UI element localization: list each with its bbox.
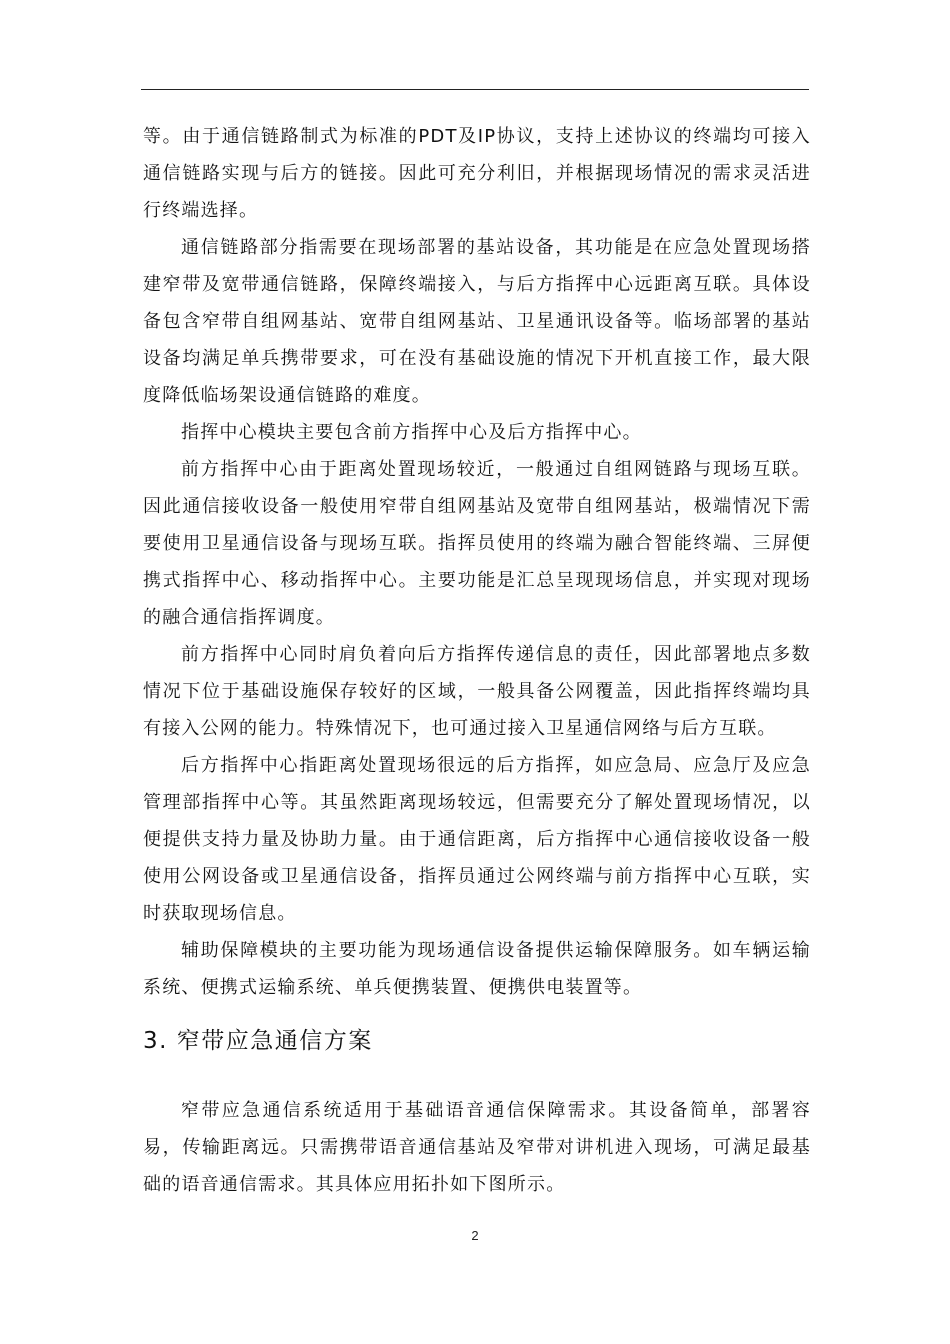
paragraph-4: 前方指挥中心由于距离处置现场较近，一般通过自组网链路与现场互联。因此通信接收设备一般使用窄带自组网基站及宽带自组网基站，极端情况下需要使用卫星通信设备与现场互联。指挥员使用的终端为融合智能终端、三屏便携式指挥中心、移动指挥中心。主要功能是汇总呈现现场信息，并实现对现场的融合通信指挥调度。 — [143, 459, 811, 628]
section-paragraph-1: 窄带应急通信系统适用于基础语音通信保障需求。其设备简单，部署容易，传输距离远。只需携带语音通信基站及窄带对讲机进入现场，可满足最基础的语音通信需求。其具体应用拓扑如下图所示。 — [143, 1100, 811, 1195]
paragraph-7: 辅助保障模块的主要功能为现场通信设备提供运输保障服务。如车辆运输系统、便携式运输系统、单兵便携装置、便携供电装置等。 — [143, 940, 811, 998]
header-rule — [141, 89, 809, 90]
paragraph-2: 通信链路部分指需要在现场部署的基站设备，其功能是在应急处置现场搭建窄带及宽带通信链路，保障终端接入，与后方指挥中心远距离互联。具体设备包含窄带自组网基站、宽带自组网基站、卫星通讯设备等。临场部署的基站设备均满足单兵携带要求，可在没有基础设施的情况下开机直接工作，最大限度降低临场架设通信链路的难度。 — [143, 237, 811, 406]
paragraph-3: 指挥中心模块主要包含前方指挥中心及后方指挥中心。 — [181, 422, 642, 443]
document-body — [143, 118, 811, 1203]
section-heading: 3. 窄带应急通信方案 — [143, 1028, 373, 1054]
page-number: 2 — [471, 1228, 479, 1243]
paragraph-1: 等。由于通信链路制式为标准的PDT及IP协议，支持上述协议的终端均可接入通信链路实现与后方的链接。因此可充分利旧，并根据现场情况的需求灵活进行终端选择。 — [143, 126, 811, 221]
paragraph-6: 后方指挥中心指距离处置现场很远的后方指挥，如应急局、应急厅及应急管理部指挥中心等。其虽然距离现场较远，但需要充分了解处置现场情况，以便提供支持力量及协助力量。由于通信距离，后方指挥中心通信接收设备一般使用公网设备或卫星通信设备，指挥员通过公网终端与前方指挥中心互联，实时获取现场信息。 — [143, 755, 811, 924]
paragraph-5: 前方指挥中心同时肩负着向后方指挥传递信息的责任，因此部署地点多数情况下位于基础设施保存较好的区域，一般具备公网覆盖，因此指挥终端均具有接入公网的能力。特殊情况下，也可通过接入卫星通信网络与后方互联。 — [143, 644, 811, 739]
